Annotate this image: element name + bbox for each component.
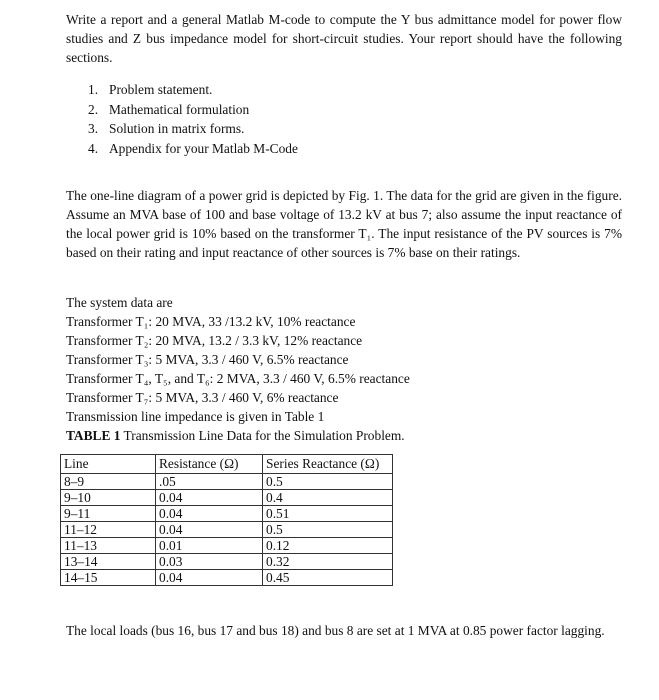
table-cell: 9–11: [61, 506, 156, 522]
transmission-line-table: [60, 454, 393, 586]
system-data-line: Transformer T₃: 5 MVA, 3.3 / 460 V, 6.5% reactance: [66, 352, 349, 367]
table-cell: 0.04: [156, 570, 263, 586]
table-cell: 0.32: [263, 554, 393, 570]
system-data-line: Transformer T₇: 5 MVA, 3.3 / 460 V, 6% reactance: [66, 390, 339, 405]
table-cell: 13–14: [61, 554, 156, 570]
table-row: [61, 506, 393, 522]
list-item: 4. Appendix for your Matlab M-Code: [88, 140, 298, 156]
table-row: [61, 490, 393, 506]
header-cell: Resistance (Ω): [156, 455, 263, 474]
table-cell: 11–13: [61, 538, 156, 554]
table-cell: .05: [156, 474, 263, 490]
table-cell: 0.04: [156, 522, 263, 538]
loads-paragraph: The local loads (bus 16, bus 17 and bus 18) and bus 8 are set at 1 MVA at 0.85 power factor lagging.: [66, 623, 605, 638]
system-data-heading: The system data are: [66, 295, 173, 310]
table-cell: 11–12: [61, 522, 156, 538]
table-cell: 0.04: [156, 506, 263, 522]
table-cell: 0.5: [263, 522, 393, 538]
list-item: 3. Solution in matrix forms.: [88, 121, 245, 136]
header-cell: Series Reactance (Ω): [263, 455, 393, 474]
description-paragraph: The one-line diagram of a power grid is depicted by Fig. 1. The data for the grid are given in the figure. Assume an MVA base of 100 and base voltage of 13.2 kV at bus 7; also assume the input reactance of the local power grid is 10% based on the transformer T₁. The input resistance of the PV sources is 7% based on their rating and input reactance of other sources is 7% base on their ratings.: [66, 188, 622, 260]
table-row: [61, 554, 393, 570]
report-sections-list: [88, 80, 298, 158]
system-data-line: Transformer T₄, T₅, and T₆: 2 MVA, 3.3 / 460 V, 6.5% reactance: [66, 371, 410, 386]
system-data-block: [66, 293, 410, 445]
header-cell: Line: [61, 455, 156, 474]
system-data-line: Transformer T₁: 20 MVA, 33 /13.2 kV, 10% reactance: [66, 314, 356, 329]
table-cell: 0.01: [156, 538, 263, 554]
system-data-line: Transmission line impedance is given in Table 1: [66, 409, 325, 424]
list-item: 1. Problem statement.: [88, 82, 213, 97]
table-cell: 14–15: [61, 570, 156, 586]
table-row: [61, 522, 393, 538]
table-row: [61, 474, 393, 490]
intro-paragraph: Write a report and a general Matlab M-code to compute the Y bus admittance model for power flow studies and Z bus impedance model for short-circuit studies. Your report should have the following sections.: [66, 12, 622, 65]
table-cell: 0.04: [156, 490, 263, 506]
table-caption-label: TABLE 1: [66, 428, 121, 443]
table-cell: 0.5: [263, 474, 393, 490]
table-header-row: [61, 455, 393, 474]
table-cell: 0.51: [263, 506, 393, 522]
table-row: [61, 538, 393, 554]
table-cell: 0.45: [263, 570, 393, 586]
table-cell: 0.12: [263, 538, 393, 554]
table-cell: 0.03: [156, 554, 263, 570]
table-row: [61, 570, 393, 586]
table-cell: 9–10: [61, 490, 156, 506]
list-item: 2. Mathematical formulation: [88, 101, 250, 117]
table-caption-text: Transmission Line Data for the Simulation Problem.: [120, 428, 405, 443]
table-caption: [66, 426, 410, 445]
table-cell: 0.4: [263, 490, 393, 506]
table-cell: 8–9: [61, 474, 156, 490]
system-data-line: Transformer T₂: 20 MVA, 13.2 / 3.3 kV, 12% reactance: [66, 333, 363, 348]
